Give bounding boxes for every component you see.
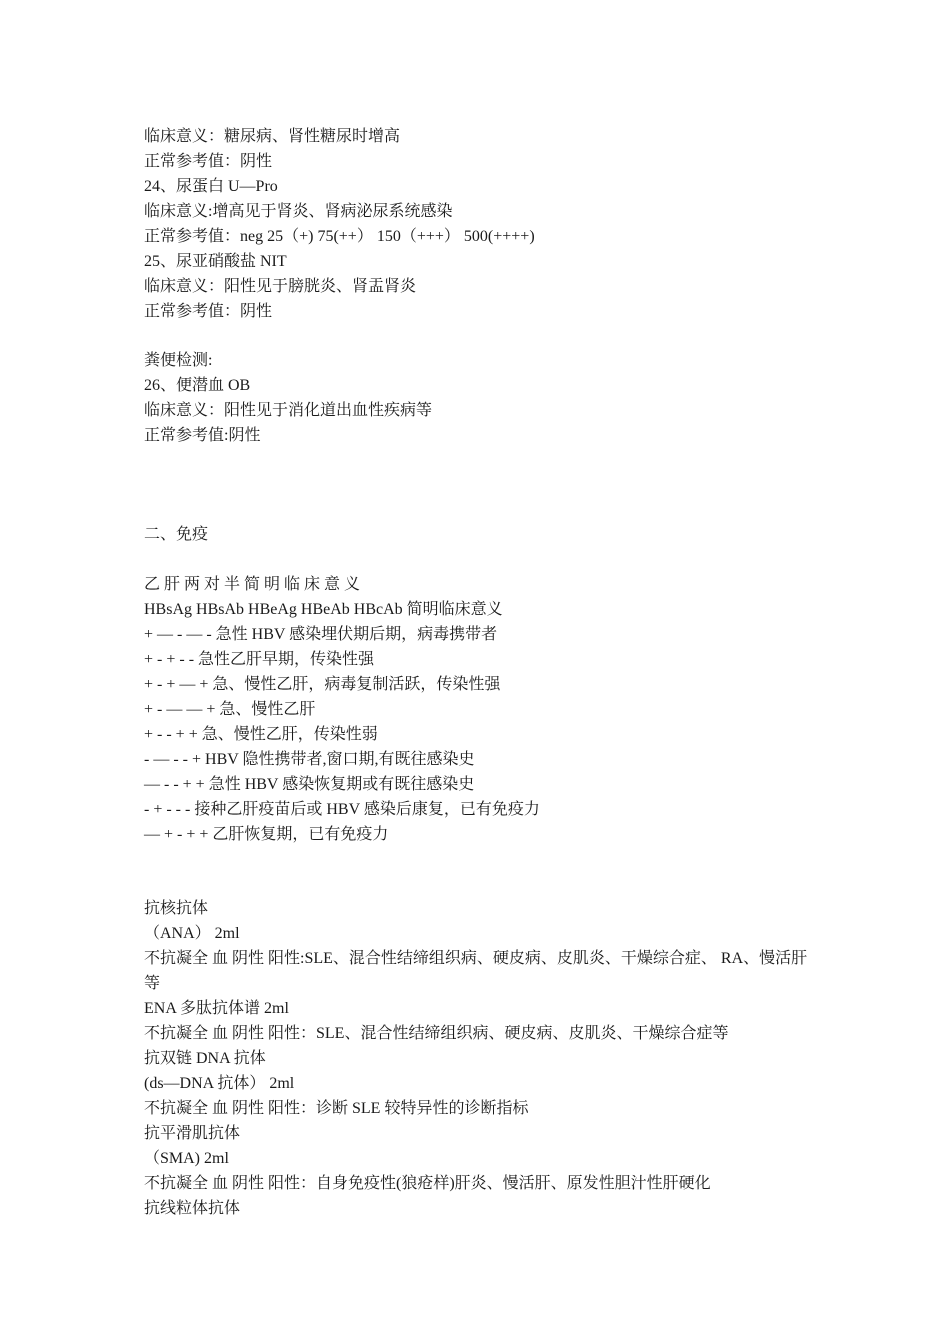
- hbv-pattern-row: + - — — + 急、慢性乙肝: [144, 701, 316, 718]
- normal-reference-line: 正常参考值：阴性: [144, 303, 273, 320]
- antibody-name: ENA 多肽抗体谱 2ml: [144, 1000, 289, 1017]
- hbv-pattern-row: + - - + + 急、慢性乙肝，传染性弱: [144, 726, 378, 743]
- antibody-code: (ds—DNA 抗体） 2ml: [144, 1075, 295, 1092]
- hbv-pattern-row: + - + - - 急性乙肝早期，传染性强: [144, 651, 375, 668]
- test-item-title: 26、便潜血 OB: [144, 377, 251, 394]
- clinical-meaning-line: 临床意义:增高见于肾炎、肾病泌尿系统感染: [144, 203, 453, 220]
- normal-reference-line: 正常参考值：阴性: [144, 153, 273, 170]
- hbv-pattern-row: — + - + + 乙肝恢复期，已有免疫力: [144, 826, 389, 843]
- antibody-code: （SMA) 2ml: [144, 1150, 229, 1167]
- normal-reference-line: 正常参考值:阴性: [144, 427, 261, 444]
- hbv-header-row: HBsAg HBsAb HBeAg HBeAb HBcAb 简明临床意义: [144, 601, 503, 618]
- antibody-result-line: 不抗凝全 血 阴性 阳性：SLE、混合性结缔组织病、硬皮病、皮肌炎、干燥综合症等: [144, 1025, 729, 1042]
- hbv-title: 乙 肝 两 对 半 简 明 临 床 意 义: [144, 576, 361, 593]
- autoantibody-section: [144, 896, 814, 1221]
- clinical-meaning-line: 临床意义：糖尿病、肾性糖尿时增高: [144, 128, 401, 145]
- hbv-panel-section: [144, 572, 814, 847]
- antibody-result-line: 不抗凝全 血 阴性 阳性:SLE、混合性结缔组织病、硬皮病、皮肌炎、干燥综合症、 RA、慢活肝等: [144, 950, 808, 992]
- antibody-name: 抗核抗体: [144, 900, 209, 917]
- section-heading: 粪便检测:: [144, 352, 213, 369]
- urine-test-section: [144, 124, 814, 324]
- normal-reference-line: 正常参考值：neg 25（+) 75(++） 150（+++） 500(++++): [144, 228, 535, 245]
- hbv-pattern-row: + - + — + 急、慢性乙肝，病毒复制活跃，传染性强: [144, 676, 501, 693]
- antibody-name: 抗线粒体抗体: [144, 1200, 241, 1217]
- immune-section-heading-block: [144, 522, 814, 547]
- test-item-title: 25、尿亚硝酸盐 NIT: [144, 253, 287, 270]
- clinical-meaning-line: 临床意义：阳性见于膀胱炎、肾盂肾炎: [144, 278, 417, 295]
- antibody-name: 抗平滑肌抗体: [144, 1125, 241, 1142]
- antibody-result-line: 不抗凝全 血 阴性 阳性：自身免疫性(狼疮样)肝炎、慢活肝、原发性胆汁性肝硬化: [144, 1175, 711, 1192]
- clinical-meaning-line: 临床意义：阳性见于消化道出血性疾病等: [144, 402, 433, 419]
- hbv-pattern-row: — - - + + 急性 HBV 感染恢复期或有既往感染史: [144, 776, 475, 793]
- hbv-pattern-row: - + - - - 接种乙肝疫苗后或 HBV 感染后康复，已有免疫力: [144, 801, 540, 818]
- test-item-title: 24、尿蛋白 U—Pro: [144, 178, 278, 195]
- hbv-pattern-row: - — - - + HBV 隐性携带者,窗口期,有既往感染史: [144, 751, 475, 768]
- section-heading: 二、免疫: [144, 526, 209, 543]
- hbv-pattern-row: + — - — - 急性 HBV 感染埋伏期后期，病毒携带者: [144, 626, 498, 643]
- antibody-result-line: 不抗凝全 血 阴性 阳性：诊断 SLE 较特异性的诊断指标: [144, 1100, 529, 1117]
- antibody-name: 抗双链 DNA 抗体: [144, 1050, 266, 1067]
- stool-test-section: [144, 348, 814, 448]
- antibody-code: （ANA） 2ml: [144, 925, 240, 942]
